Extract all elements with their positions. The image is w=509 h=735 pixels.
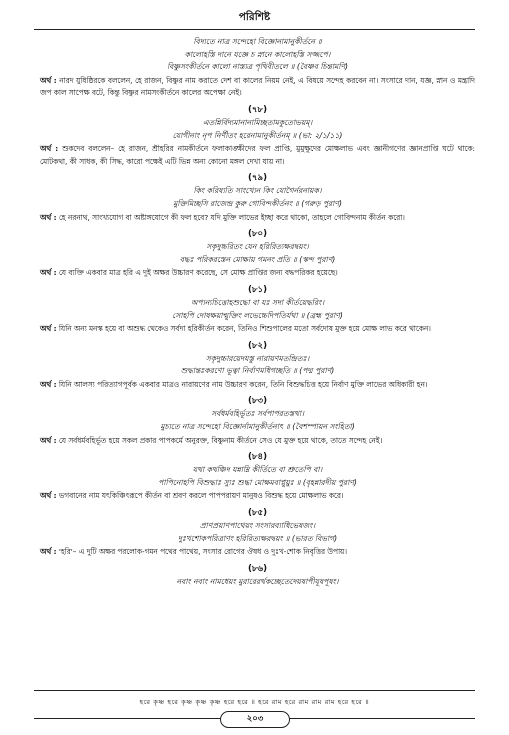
meaning-label: অর্থ : [40, 144, 59, 154]
verse-number: (৮৪) [247, 452, 267, 463]
meaning-paragraph [40, 75, 475, 100]
verse-section [40, 227, 475, 280]
page-header: পরিশিষ্ট [238, 11, 271, 23]
meaning-label: অর্থ : [40, 324, 57, 334]
sanskrit-verse-line: সকৃদুচ্চারয়েদযস্তু নারায়ণমতন্দ্রিতঃ। [205, 353, 310, 363]
sanskrit-verse-line: যথা কথঞ্চিদ যন্নাম্নি কীর্তিতে বা শ্রুতেপি বা। [192, 465, 323, 475]
verse-section [40, 103, 475, 168]
meaning-label: অর্থ : [40, 547, 57, 557]
footer-mantra: হরে কৃষ্ণ হরে কৃষ্ণ কৃষ্ণ কৃষ্ণ হরে হরে ॥ হরে রাম হরে রাম রাম রাম হরে হরে ॥ [139, 698, 370, 706]
meaning-text: যে সর্বধর্মবহির্ভূত হয়ে সকল প্রকার পাপকর্মে অনুরক্ত, বিষ্ণুনাম কীর্তনে সেও যে মুক্ত হয়ে থাকে, তাতে সন্দেহ নেই। [58, 435, 383, 445]
sanskrit-verse-line: বদ্ধঃ পরিকরস্তেন মোক্ষায় গমনং প্রতি ॥ (স্কন্দ পুরাণ) [179, 254, 336, 264]
verse-number: (৮৬) [247, 563, 268, 574]
sanskrit-verse-line: মুক্তিমিচ্ছসি রাজেন্দ্র কুরু গোবিন্দকীর্তনং ॥ (গরুড় পুরাণ) [173, 198, 342, 208]
sanskrit-verse-line: কালোহস্তি দানে যজ্ঞে চ স্নানে কালোহস্তি সজ্জপে। [184, 49, 331, 59]
sanskrit-verse-line: কিং করিষ্যতি সাংখ্যেন কিং যোগৈর্নরনায়ক। [193, 186, 322, 196]
sanskrit-verse-line: পাপিনোহপি বিশুদ্ধাঃ স্যুঃ শুদ্ধা মোক্ষমবাপ্নুয়ুঃ ॥ (বৃহন্নারদীয় পুরাণ) [158, 477, 357, 487]
meaning-paragraph [40, 143, 475, 168]
meaning-paragraph [40, 435, 475, 448]
sanskrit-verse-line: বিষ্ণুসংকীর্তনে কালো নাস্ত্যত্র পৃথিবীতলে ॥ (বৈষ্ণব চিন্তামণি) [166, 62, 348, 72]
sanskrit-verse-line: সর্বধর্মবহির্ভূতঃ সর্বপাপরতস্তথা। [211, 409, 304, 419]
verse-number: (৭৮) [247, 104, 268, 115]
meaning-paragraph [40, 546, 475, 559]
verse-section [40, 450, 475, 503]
meaning-label: অর্থ : [40, 379, 57, 389]
verse-section [40, 394, 475, 447]
sanskrit-verse-line: যোগীনাং নৃপ নির্ণীতং হরেনামানুকীর্তনম্ ॥ (ভা: ২/১/১১) [172, 130, 343, 140]
meaning-text: শুকদেব বললেন– হে রাজন, শ্রীহরির নামকীর্তনে ফলাকাঙ্ক্ষীদের ফল প্রাপ্তি, মুমুক্ষুদের মোক্ষলাভ এবং জ্ঞানীগণের জ্ঞানপ্রাপ্তি ঘটে থাকে: মোটকথা, কী সাধক, কী সিদ্ধ, কারো পক্ষেই এটি ভিন্ন অন্য কোনো মঙ্গল দেখা যায় না। [40, 144, 475, 166]
sanskrit-verse-line: মুচ্যতে নাত্র সন্দেহো বিজ্ঞোর্নামানুকীর্তনাৎ ॥ (বৈশম্পায়ন সংহিতা) [160, 422, 355, 432]
sanskrit-verse-line: সোহপি দোষক্ষয়ান্মুক্তিং লভেচ্চেদিপতির্যথা ॥ (ব্রহ্ম পুরাণ) [172, 310, 343, 320]
sanskrit-verse-line: শুদ্ধান্তঃকরণো ভূত্বা নির্বাণমধিগচ্ছতি ॥ (পদ্ম পুরাণ) [180, 366, 335, 376]
verse-section [40, 339, 475, 392]
meaning-label: অর্থ : [40, 435, 57, 445]
meaning-label: অর্থ : [40, 268, 57, 278]
verse-number: (৭৯) [247, 173, 268, 184]
meaning-paragraph [40, 379, 475, 392]
meaning-label: অর্থ : [40, 212, 57, 222]
sanskrit-verse-line: বিদ্যতে নাত্র সন্দেহো বিজ্ঞোনামানুকীর্তনে ॥ [193, 37, 322, 46]
meaning-label: অর্থ : [40, 75, 57, 85]
meaning-label: অর্থ : [40, 491, 57, 501]
sanskrit-verse-line: সকৃদুচ্চরিতং যেন হরিরিত্যক্ষরদ্বয়ং। [206, 242, 309, 252]
page-number: ২০৩ [220, 711, 290, 728]
meaning-text: হে নরনাথ, সাংখ্যযোগ বা অষ্টাঙ্গযোগে কী ফল হবে? যদি মুক্তি লাভের ইচ্ছা করে থাকো, তাহলে গোবিন্দনাম কীর্তন করো। [58, 212, 405, 222]
footer-top-rule [34, 690, 475, 691]
meaning-text: নারদ যুধিষ্ঠিরকে বললেন, হে রাজন, বিষ্ণুর নাম করাতে দেশ বা কালের নিয়ম নেই, এ বিষয়ে সন্দেহ করবেন না। সংসারে দান, যজ্ঞ, স্নান ও মন্ত্রাদি জপ কাল সাপেক্ষ বটে, কিন্তু বিষ্ণুর নামসংকীর্তনে কালের অপেক্ষা নেই। [40, 75, 475, 98]
meaning-paragraph [40, 267, 475, 280]
sanskrit-verse-line: অপ্যন্যচিত্তোহশুদ্ধো বা যঃ সদা কীর্তয়েদ্ধরিং। [190, 297, 325, 307]
meaning-text: যে ব্যক্তি একবার মাত্র হরি এ দুই অক্ষর উচ্চারণ করেছে, সে মোক্ষ প্রাপ্তির জন্য বদ্ধপরিকর হয়েছে। [58, 268, 338, 278]
verse-number: (৮১) [247, 284, 267, 295]
sanskrit-verse-line: প্রাণপ্রয়াণপাথেয়ং সংসারব্যাধিভেষজং। [199, 521, 316, 531]
verse-number: (৮২) [247, 340, 268, 351]
meaning-text: যিনি আলস্য পরিত্যাগপূর্বক একবার মাত্রও নারায়ণের নাম উচ্চারণ করেন, তিনি বিশুদ্ধচিত্ত হয়ে নির্বাণ মুক্তি লাভের অধিকারী হন। [58, 379, 428, 389]
sanskrit-verse-line: নবাং নবাং নামধেয়ং মুরারেরর্থকচ্ছেতেদেয়ষাপীযূষপূষং। [176, 576, 339, 586]
verse-section [40, 36, 475, 100]
meaning-paragraph [40, 212, 475, 225]
meaning-text: যিনি অন্য মনস্ক হয়ে বা অশুদ্ধ থেকেও সর্বদা হরিকীর্তন করেন, তিনিও শিশুপালের মতো সর্বদোষ মুক্ত হয়ে মোক্ষ লাভ করে থাকেন। [58, 324, 431, 334]
sanskrit-verse-line: দুঃখশোকপরিত্রাণং হরিরিত্যক্ষরদ্বয়ং ॥ (ভারত বিভাগ) [177, 533, 338, 543]
sanskrit-verse-line: এতন্নির্বিদ্যমানানামিচ্ছতামকুতোভয়ম্। [202, 117, 313, 127]
verse-section [40, 506, 475, 559]
verse-section [40, 283, 475, 336]
header-rule [34, 29, 475, 30]
verse-section [40, 171, 475, 224]
meaning-paragraph [40, 323, 475, 336]
verse-number: (৮০) [247, 229, 268, 240]
page-body [40, 36, 475, 588]
verse-section [40, 562, 475, 589]
meaning-text: ভগবানের নাম যৎকিঞ্চিৎরূপে কীর্তন বা শ্রবণ করলে পাপপরায়ণ মানুষও বিশুদ্ধ হয়ে মোক্ষলাভ করে। [58, 491, 344, 501]
meaning-text: 'হরি'– এ দুটি অক্ষর পরলোক-গমন পথের পাথেয়, সংসার রোগের ঔষধ ও দুঃখ-শোক নিবৃত্তির উপায়। [58, 547, 347, 557]
verse-number: (৮৫) [247, 508, 267, 519]
meaning-paragraph [40, 490, 475, 503]
verse-number: (৮৩) [247, 396, 268, 407]
